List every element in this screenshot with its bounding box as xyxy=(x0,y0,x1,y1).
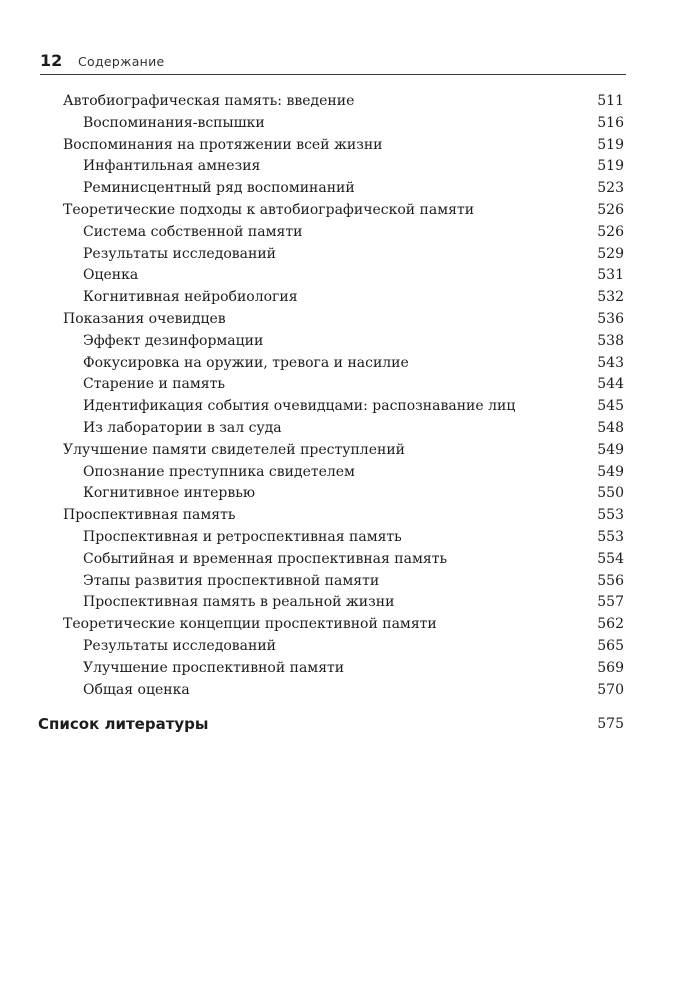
toc-subentry xyxy=(0,331,673,353)
toc-subentry xyxy=(0,374,673,396)
toc-entry-label: Результаты исследований xyxy=(83,637,276,654)
toc-subentry xyxy=(0,265,673,287)
toc-entry-page: 548 xyxy=(597,419,624,436)
toc-entry xyxy=(0,135,673,157)
toc-subentry xyxy=(0,113,673,135)
toc-entry-label: Реминисцентный ряд воспоминаний xyxy=(83,180,355,197)
toc-entry-page: 544 xyxy=(597,376,624,393)
toc-entry-label: Событийная и временная проспективная память xyxy=(83,550,448,567)
toc-entry-label: Этапы развития проспективной памяти xyxy=(83,572,380,589)
toc-entry-page: 557 xyxy=(597,594,624,611)
toc-entry-page: 511 xyxy=(597,93,624,109)
toc-entry xyxy=(0,440,673,462)
toc-entry-page: 519 xyxy=(597,136,624,153)
toc-entry-page: 538 xyxy=(597,332,624,349)
toc-entry-label: Улучшение памяти свидетелей преступлений xyxy=(63,441,405,458)
toc-entry xyxy=(0,505,673,527)
toc-subentry xyxy=(0,156,673,178)
toc-entry-page: 565 xyxy=(597,637,624,654)
toc-entry-page: 550 xyxy=(597,485,624,502)
page-number: 12 xyxy=(40,51,63,70)
toc-entry-label: Теоретические концепции проспективной памяти xyxy=(63,616,437,633)
toc-entry xyxy=(0,91,673,113)
toc-entry-label: Автобиографическая память: введение xyxy=(63,93,355,109)
toc-entry-bibliography xyxy=(0,712,673,736)
toc-entry-page: 526 xyxy=(597,201,624,218)
toc-entry-page: 545 xyxy=(597,398,624,415)
toc-entry xyxy=(0,200,673,222)
toc-subentry xyxy=(0,353,673,375)
toc-subentry xyxy=(0,178,673,200)
toc-subentry xyxy=(0,396,673,418)
toc-entry-page: 549 xyxy=(597,441,624,458)
toc-entry-label: Инфантильная амнезия xyxy=(83,158,261,175)
toc-subentry xyxy=(0,222,673,244)
toc-entry-page: 523 xyxy=(597,180,624,197)
toc-subentry xyxy=(0,549,673,571)
toc-entry-label: Воспоминания-вспышки xyxy=(83,114,265,131)
toc-subentry xyxy=(0,483,673,505)
toc-entry-label: Результаты исследований xyxy=(83,245,276,262)
toc-entry-label: Список литературы xyxy=(38,715,209,733)
toc-entry xyxy=(0,309,673,331)
toc-entry-page: 526 xyxy=(597,223,624,240)
toc-subentry xyxy=(0,287,673,309)
toc-entry-page: 553 xyxy=(597,507,624,524)
toc-entry-page: 556 xyxy=(597,572,624,589)
toc-entry-label: Фокусировка на оружии, тревога и насилие xyxy=(83,354,409,371)
toc-entry-page: 554 xyxy=(597,550,624,567)
toc-subentry xyxy=(0,527,673,549)
toc-entry-page: 536 xyxy=(597,310,624,327)
table-of-contents xyxy=(0,91,673,701)
toc-entry-label: Оценка xyxy=(83,267,139,284)
toc-entry-label: Идентификация события очевидцами: распознавание лиц xyxy=(83,398,516,415)
toc-entry-label: Проспективная и ретроспективная память xyxy=(83,528,402,545)
running-header xyxy=(40,50,626,75)
toc-entry-page: 553 xyxy=(597,528,624,545)
toc-entry-label: Общая оценка xyxy=(83,681,190,698)
toc-subentry xyxy=(0,418,673,440)
toc-entry-page: 531 xyxy=(597,267,624,284)
toc-entry-label: Система собственной памяти xyxy=(83,223,303,240)
toc-entry-label: Показания очевидцев xyxy=(63,310,226,327)
toc-entry-page: 516 xyxy=(597,114,624,131)
toc-entry-page: 569 xyxy=(597,659,624,676)
toc-subentry xyxy=(0,636,673,658)
toc-entry-label: Старение и память xyxy=(83,376,225,393)
toc-entry-label: Проспективная память в реальной жизни xyxy=(83,594,395,611)
toc-entry-label: Из лаборатории в зал суда xyxy=(83,419,282,436)
toc-subentry xyxy=(0,592,673,614)
toc-entry-page: 519 xyxy=(597,158,624,175)
toc-entry xyxy=(0,614,673,636)
toc-entry-label: Опознание преступника свидетелем xyxy=(83,463,355,480)
toc-entry-page: 543 xyxy=(597,354,624,371)
toc-entry-label: Когнитивная нейробиология xyxy=(83,289,298,306)
running-header-title: Содержание xyxy=(78,54,165,69)
toc-entry-label: Улучшение проспективной памяти xyxy=(83,659,345,676)
toc-subentry xyxy=(0,244,673,266)
toc-entry-label: Теоретические подходы к автобиографической памяти xyxy=(63,201,475,218)
toc-subentry xyxy=(0,658,673,680)
toc-entry-label: Воспоминания на протяжении всей жизни xyxy=(63,136,383,153)
toc-entry-page: 532 xyxy=(597,289,624,306)
toc-subentry xyxy=(0,680,673,702)
toc-entry-label: Проспективная память xyxy=(63,507,236,524)
toc-entry-page: 562 xyxy=(597,616,624,633)
toc-entry-page: 529 xyxy=(597,245,624,262)
toc-subentry xyxy=(0,571,673,593)
toc-entry-page: 549 xyxy=(597,463,624,480)
toc-subentry xyxy=(0,462,673,484)
toc-entry-page: 575 xyxy=(597,716,624,732)
toc-entry-label: Эффект дезинформации xyxy=(83,332,264,349)
toc-entry-label: Когнитивное интервью xyxy=(83,485,256,502)
toc-entry-page: 570 xyxy=(597,681,624,698)
